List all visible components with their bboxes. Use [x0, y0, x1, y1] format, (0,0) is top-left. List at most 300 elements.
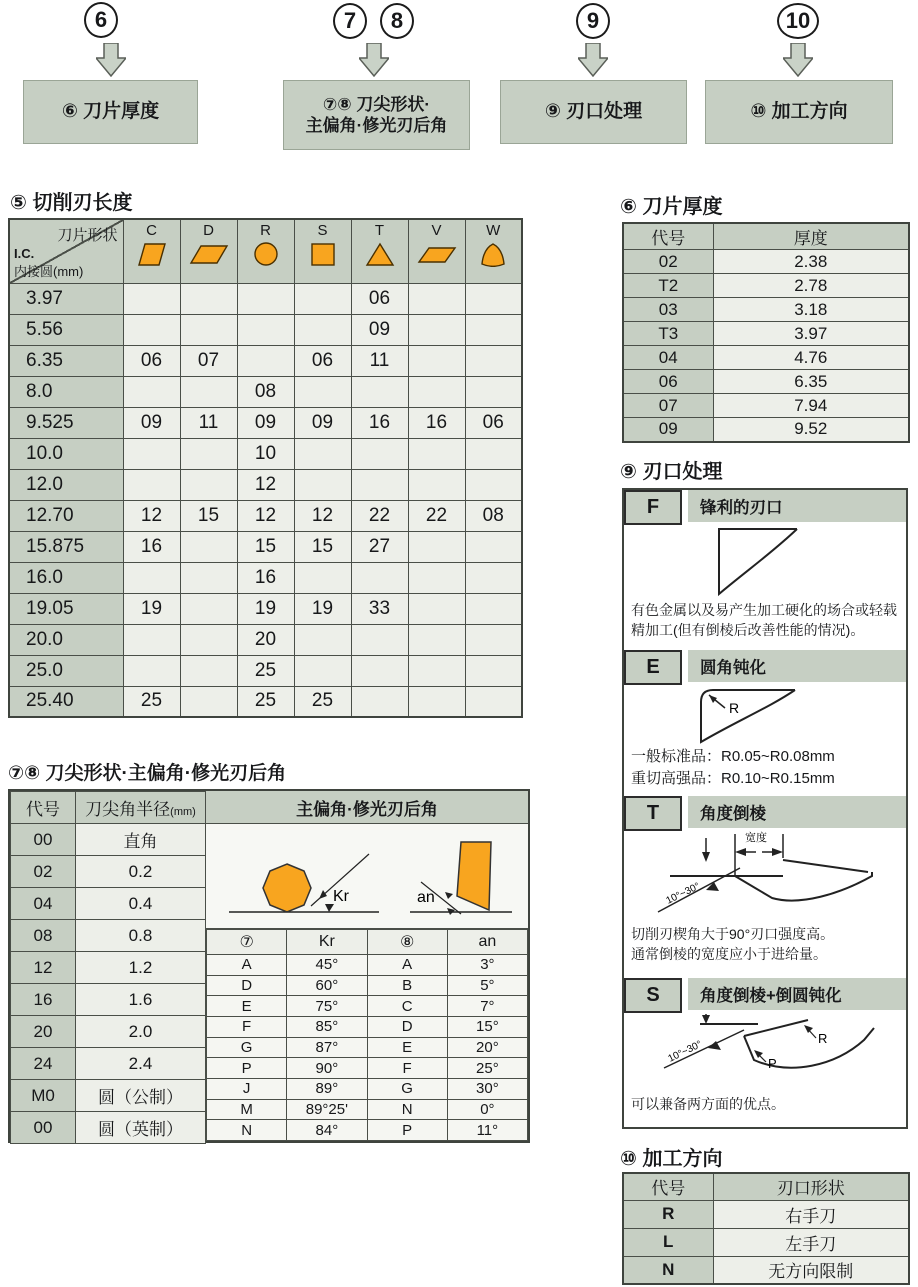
- edge-treatment-body-F: [624, 522, 906, 650]
- flow-box-label: ⑩ 加工方向: [750, 101, 848, 123]
- length-cell: [408, 593, 465, 624]
- table-row: [9, 469, 522, 500]
- direction-cell: 左手刀: [713, 1228, 909, 1256]
- code-cell: R: [623, 1200, 713, 1228]
- an-code-cell: G: [367, 1078, 447, 1099]
- table-row: [11, 1112, 206, 1144]
- cutting-edge-length-table: [8, 218, 523, 718]
- kr-label: Kr: [333, 888, 349, 905]
- shape-letter: C: [146, 222, 157, 239]
- edge-treatment-header-T: [624, 796, 906, 828]
- radius-cell: 2.4: [76, 1048, 206, 1080]
- section78-title: ⑦⑧ 刀尖形状·主偏角·修光刃后角: [8, 763, 287, 784]
- shape-col-W: [465, 219, 522, 283]
- length-cell: [294, 376, 351, 407]
- length-cell: [180, 686, 237, 717]
- table-row: [11, 952, 206, 984]
- ic-value-cell: 16.0: [9, 562, 123, 593]
- code-cell: 00: [11, 1112, 76, 1144]
- width-label: 宽度: [745, 832, 767, 844]
- an-code-cell: C: [367, 996, 447, 1017]
- table-row: [9, 314, 522, 345]
- length-cell: 06: [294, 345, 351, 376]
- code-cell: L: [623, 1228, 713, 1256]
- length-cell: [408, 562, 465, 593]
- ic-value-cell: 6.35: [9, 345, 123, 376]
- shape-col-T: [351, 219, 408, 283]
- length-cell: 25: [294, 686, 351, 717]
- length-cell: 11: [180, 407, 237, 438]
- length-cell: [180, 376, 237, 407]
- code-F: F: [624, 490, 682, 525]
- code-cell: 02: [623, 250, 713, 274]
- shape-v-parallelogram-icon: [417, 241, 457, 267]
- col-header-kr: Kr: [287, 930, 367, 955]
- table-row: [623, 1228, 909, 1256]
- table-row: [9, 500, 522, 531]
- table-row: [623, 298, 909, 322]
- table-row: [207, 1016, 528, 1037]
- table-row: [11, 1048, 206, 1080]
- length-cell: [465, 655, 522, 686]
- machining-direction-table: [622, 1172, 910, 1285]
- length-cell: 15: [180, 500, 237, 531]
- kr-code-cell: D: [207, 975, 287, 996]
- length-cell: [123, 655, 180, 686]
- down-arrow-icon: [783, 43, 813, 77]
- length-cell: 15: [237, 531, 294, 562]
- length-cell: 12: [237, 469, 294, 500]
- length-cell: 06: [351, 283, 408, 314]
- radius-cell: 1.6: [76, 984, 206, 1016]
- length-cell: [180, 593, 237, 624]
- code-cell: 24: [11, 1048, 76, 1080]
- table-row: [9, 562, 522, 593]
- code-cell: 06: [623, 370, 713, 394]
- length-cell: 16: [123, 531, 180, 562]
- length-cell: [123, 562, 180, 593]
- table-row: [623, 1200, 909, 1228]
- table-row: [623, 418, 909, 442]
- length-cell: [237, 345, 294, 376]
- table-row: [9, 407, 522, 438]
- length-cell: [408, 438, 465, 469]
- kr-value-cell: 90°: [287, 1058, 367, 1079]
- an-code-cell: E: [367, 1037, 447, 1058]
- code-cell: 00: [11, 824, 76, 856]
- table-row: [9, 686, 522, 717]
- ic-value-cell: 3.97: [9, 283, 123, 314]
- down-arrow-icon: [578, 43, 608, 77]
- ic-value-cell: 20.0: [9, 624, 123, 655]
- shape-r-round-icon: [246, 241, 286, 267]
- table-row: [623, 250, 909, 274]
- code-cell: 04: [623, 346, 713, 370]
- kr-value-cell: 84°: [287, 1120, 367, 1141]
- thickness-cell: 2.38: [713, 250, 909, 274]
- length-cell: 25: [237, 655, 294, 686]
- length-cell: [408, 314, 465, 345]
- nose-radius-subtable: [10, 791, 205, 1141]
- angle-label: 10°~30°: [664, 880, 702, 907]
- length-cell: [294, 624, 351, 655]
- length-cell: [180, 531, 237, 562]
- shape-letter: S: [317, 222, 328, 239]
- shape-letter: V: [431, 222, 442, 239]
- header-row: [207, 930, 528, 955]
- code-cell: T2: [623, 274, 713, 298]
- table-row: [207, 1099, 528, 1120]
- code-cell: 16: [11, 984, 76, 1016]
- an-value-cell: 7°: [447, 996, 527, 1017]
- code-cell: 07: [623, 394, 713, 418]
- kr-value-cell: 89°25': [287, 1099, 367, 1120]
- thickness-cell: 4.76: [713, 346, 909, 370]
- shape-w-trigon-icon: [473, 241, 513, 267]
- col-header-8: ⑧: [367, 930, 447, 955]
- corner-label-ic: I.C.: [14, 246, 35, 261]
- an-value-cell: 0°: [447, 1099, 527, 1120]
- col-header-an: an: [447, 930, 527, 955]
- flow-box-thickness: [23, 80, 198, 144]
- thickness-cell: 7.94: [713, 394, 909, 418]
- radius-cell: 圆（公制）: [76, 1080, 206, 1112]
- circle-number-8: 8: [380, 3, 414, 39]
- an-value-cell: 15°: [447, 1016, 527, 1037]
- table-row: [11, 888, 206, 920]
- radius-header-text: 刀尖角半径: [85, 800, 171, 819]
- code-E: E: [624, 650, 682, 685]
- desc-line: 切削刃楔角大于90°刃口强度高。: [631, 926, 835, 942]
- length-cell: [351, 469, 408, 500]
- code-cell: T3: [623, 322, 713, 346]
- kr-code-cell: E: [207, 996, 287, 1017]
- table-row: [11, 984, 206, 1016]
- section10-title: ⑩ 加工方向: [620, 1148, 723, 1170]
- length-cell: 06: [465, 407, 522, 438]
- lead-angle-diagram: [206, 824, 528, 929]
- an-code-cell: N: [367, 1099, 447, 1120]
- table-row: [9, 345, 522, 376]
- cutting-edge-length-body: [9, 283, 522, 717]
- col-header-7: ⑦: [207, 930, 287, 955]
- an-code-cell: A: [367, 955, 447, 976]
- length-cell: [465, 469, 522, 500]
- table-row: [623, 274, 909, 298]
- table-row: [623, 394, 909, 418]
- thickness-cell: 6.35: [713, 370, 909, 394]
- ic-value-cell: 15.875: [9, 531, 123, 562]
- header-row: [623, 223, 909, 250]
- col-header-radius: [76, 792, 206, 824]
- length-cell: 19: [294, 593, 351, 624]
- code-cell: 12: [11, 952, 76, 984]
- table-row: [207, 1120, 528, 1141]
- length-cell: 11: [351, 345, 408, 376]
- kr-code-cell: F: [207, 1016, 287, 1037]
- length-cell: [180, 562, 237, 593]
- desc-line: 通常倒棱的宽度应小于进给量。: [631, 946, 827, 963]
- radius-cell: 2.0: [76, 1016, 206, 1048]
- length-cell: [408, 283, 465, 314]
- table-row: [11, 1016, 206, 1048]
- edge-treatment-body-S: [624, 1010, 906, 1127]
- section5-title: ⑤ 切削刃长度: [10, 192, 133, 214]
- length-cell: 16: [408, 407, 465, 438]
- radius-cell: 0.2: [76, 856, 206, 888]
- col-header-thickness: 厚度: [713, 223, 909, 250]
- edge-treatment-body-E: [624, 682, 906, 796]
- length-cell: [351, 438, 408, 469]
- ic-value-cell: 12.70: [9, 500, 123, 531]
- radius-body: [11, 824, 206, 1144]
- treatment-name: 锋利的刃口: [688, 490, 906, 522]
- length-cell: [123, 283, 180, 314]
- length-cell: [465, 686, 522, 717]
- corner-label-inscribed-circle: 内接圆(mm): [14, 263, 84, 279]
- length-cell: 09: [123, 407, 180, 438]
- length-cell: [237, 283, 294, 314]
- edge-treatment-body-T: [624, 828, 906, 978]
- section9-title: ⑨ 刃口处理: [620, 461, 723, 483]
- length-cell: [465, 624, 522, 655]
- section6-title: ⑥ 刀片厚度: [620, 196, 723, 218]
- shape-c-parallelogram-icon: [132, 241, 172, 267]
- lead-angle-panel: [205, 791, 528, 1141]
- length-cell: 19: [123, 593, 180, 624]
- length-cell: [123, 469, 180, 500]
- shape-col-D: [180, 219, 237, 283]
- rounded-edge-diagram: [655, 682, 875, 746]
- flow-box-machining-direction: [705, 80, 893, 144]
- an-code-cell: F: [367, 1058, 447, 1079]
- thickness-cell: 3.18: [713, 298, 909, 322]
- length-cell: [123, 438, 180, 469]
- sharp-edge-diagram: [655, 522, 875, 600]
- p-label: P: [768, 1056, 777, 1071]
- desc-line: 重切高强品：R0.10~R0.15mm: [631, 769, 835, 787]
- treatment-desc: [624, 600, 906, 641]
- table-row: [9, 624, 522, 655]
- length-cell: [465, 438, 522, 469]
- length-cell: [237, 314, 294, 345]
- flow-box-label: ⑥ 刀片厚度: [61, 101, 160, 123]
- length-cell: 09: [237, 407, 294, 438]
- an-value-cell: 11°: [447, 1120, 527, 1141]
- thickness-table: [622, 222, 910, 443]
- treatment-name: 角度倒棱: [688, 796, 906, 828]
- shape-col-R: [237, 219, 294, 283]
- code-cell: N: [623, 1256, 713, 1284]
- table-row: [623, 322, 909, 346]
- length-cell: [408, 531, 465, 562]
- shape-t-triangle-icon: [360, 241, 400, 267]
- table-row: [9, 438, 522, 469]
- an-value-cell: 5°: [447, 975, 527, 996]
- table-row: [623, 1256, 909, 1284]
- circle-number-10: 10: [777, 3, 819, 39]
- down-arrow-icon: [359, 43, 389, 77]
- an-value-cell: 3°: [447, 955, 527, 976]
- shape-letter: T: [374, 222, 385, 239]
- radius-cell: 0.8: [76, 920, 206, 952]
- length-cell: [123, 624, 180, 655]
- table-row: [11, 920, 206, 952]
- length-cell: 09: [294, 407, 351, 438]
- length-cell: [123, 314, 180, 345]
- code-cell: 03: [623, 298, 713, 322]
- an-code-cell: D: [367, 1016, 447, 1037]
- angle-label: 10°~30°: [666, 1038, 704, 1065]
- ic-value-cell: 25.0: [9, 655, 123, 686]
- table-row: [623, 370, 909, 394]
- table-row: [11, 824, 206, 856]
- kr-code-cell: G: [207, 1037, 287, 1058]
- col-header-edge-shape: 刃口形状: [713, 1173, 909, 1200]
- edge-treatment-box: [622, 488, 908, 1129]
- col-header-code: 代号: [11, 792, 76, 824]
- length-cell: 16: [351, 407, 408, 438]
- radius-label: R: [729, 700, 740, 716]
- direction-cell: 右手刀: [713, 1200, 909, 1228]
- length-cell: [294, 562, 351, 593]
- thickness-cell: 9.52: [713, 418, 909, 442]
- an-label: an: [417, 889, 435, 906]
- length-cell: [351, 686, 408, 717]
- length-cell: 27: [351, 531, 408, 562]
- ic-value-cell: 8.0: [9, 376, 123, 407]
- length-cell: [180, 438, 237, 469]
- length-cell: 06: [123, 345, 180, 376]
- flow-box-nose-shape: [283, 80, 470, 150]
- angle-body: [207, 955, 528, 1141]
- code-cell: M0: [11, 1080, 76, 1112]
- direction-body: [623, 1200, 909, 1284]
- nose-angle-table: [8, 789, 530, 1143]
- thickness-cell: 2.78: [713, 274, 909, 298]
- header-row: [11, 792, 206, 824]
- length-cell: 07: [180, 345, 237, 376]
- desc-line: 可以兼备两方面的优点。: [631, 1096, 785, 1112]
- length-cell: [294, 655, 351, 686]
- table-row: [9, 376, 522, 407]
- an-value-cell: 25°: [447, 1058, 527, 1079]
- length-cell: 08: [237, 376, 294, 407]
- ic-value-cell: 9.525: [9, 407, 123, 438]
- shape-d-parallelogram-icon: [189, 241, 229, 267]
- table-row: [207, 955, 528, 976]
- table-row: [9, 593, 522, 624]
- length-cell: 12: [237, 500, 294, 531]
- kr-code-cell: N: [207, 1120, 287, 1141]
- radius-cell: 圆（英制）: [76, 1112, 206, 1144]
- kr-code-cell: A: [207, 955, 287, 976]
- code-cell: 02: [11, 856, 76, 888]
- length-cell: [465, 562, 522, 593]
- treatment-desc: [624, 1094, 906, 1114]
- flow-box-edge-treatment: [500, 80, 687, 144]
- circle-number-9: 9: [576, 3, 610, 39]
- treatment-name: 圆角钝化: [688, 650, 906, 682]
- radius-cell: 直角: [76, 824, 206, 856]
- corner-label-shape: 刀片形状: [57, 227, 118, 244]
- table-row: [623, 346, 909, 370]
- shape-letter: R: [260, 222, 271, 239]
- length-cell: [408, 686, 465, 717]
- code-cell: 20: [11, 1016, 76, 1048]
- table-row: [207, 1037, 528, 1058]
- code-S: S: [624, 978, 682, 1013]
- kr-value-cell: 75°: [287, 996, 367, 1017]
- length-cell: [465, 376, 522, 407]
- circle-number-7: 7: [333, 3, 367, 39]
- kr-code-cell: P: [207, 1058, 287, 1079]
- table-row: [9, 531, 522, 562]
- length-cell: [351, 624, 408, 655]
- lead-angle-header: 主偏角·修光刃后角: [206, 791, 528, 824]
- length-cell: [351, 655, 408, 686]
- treatment-desc: [624, 924, 906, 965]
- chamfer-diagram: [640, 828, 890, 924]
- length-cell: [123, 376, 180, 407]
- length-cell: 25: [237, 686, 294, 717]
- length-cell: [408, 469, 465, 500]
- length-cell: 12: [123, 500, 180, 531]
- length-cell: [351, 562, 408, 593]
- edge-treatment-header-E: [624, 650, 906, 682]
- length-cell: 15: [294, 531, 351, 562]
- ic-value-cell: 5.56: [9, 314, 123, 345]
- shape-letter: W: [486, 222, 501, 239]
- chamfer-round-diagram: [640, 1010, 890, 1094]
- length-cell: [180, 283, 237, 314]
- table-row: [9, 655, 522, 686]
- thickness-cell: 3.97: [713, 322, 909, 346]
- length-cell: [294, 314, 351, 345]
- thickness-body: [623, 250, 909, 442]
- direction-cell: 无方向限制: [713, 1256, 909, 1284]
- kr-value-cell: 89°: [287, 1078, 367, 1099]
- edge-treatment-header-S: [624, 978, 906, 1010]
- length-cell: [408, 345, 465, 376]
- length-cell: [465, 345, 522, 376]
- length-cell: [294, 283, 351, 314]
- radius-unit: (mm): [170, 806, 196, 818]
- table-row: [9, 283, 522, 314]
- kr-code-cell: M: [207, 1099, 287, 1120]
- treatment-name: 角度倒棱+倒圆钝化: [688, 978, 906, 1010]
- kr-value-cell: 60°: [287, 975, 367, 996]
- length-cell: [465, 283, 522, 314]
- circle-number-6: 6: [84, 2, 118, 38]
- corner-header-cell: [9, 219, 123, 283]
- code-cell: 08: [11, 920, 76, 952]
- ic-value-cell: 25.40: [9, 686, 123, 717]
- radius-cell: 0.4: [76, 888, 206, 920]
- an-value-cell: 30°: [447, 1078, 527, 1099]
- length-cell: [465, 593, 522, 624]
- ic-value-cell: 12.0: [9, 469, 123, 500]
- kr-an-diagram: [207, 826, 527, 926]
- shape-col-C: [123, 219, 180, 283]
- desc-line: 一般标准品：R0.05~R0.08mm: [631, 748, 835, 765]
- kr-value-cell: 85°: [287, 1016, 367, 1037]
- shape-col-V: [408, 219, 465, 283]
- length-cell: [465, 531, 522, 562]
- length-cell: [294, 438, 351, 469]
- length-cell: [408, 376, 465, 407]
- length-cell: 12: [294, 500, 351, 531]
